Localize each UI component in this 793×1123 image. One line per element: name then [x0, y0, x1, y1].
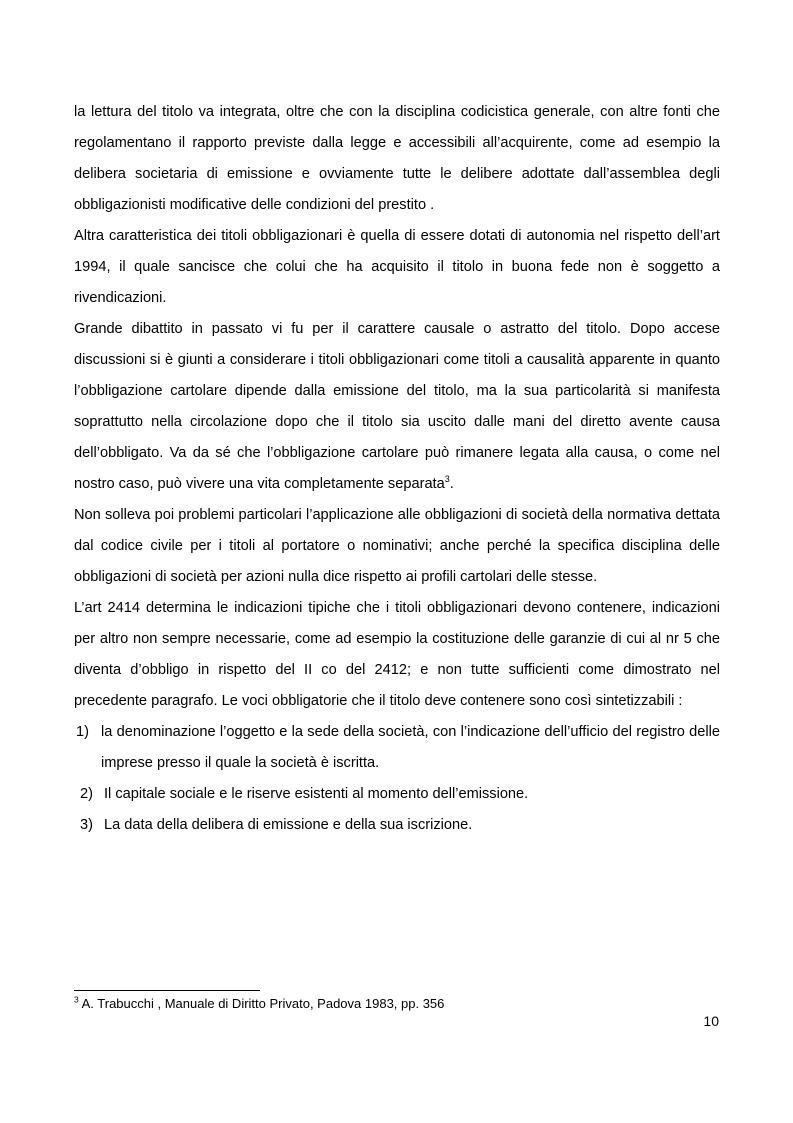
list-item-number: 3) — [80, 817, 93, 833]
footnote — [74, 996, 720, 1012]
page-body — [74, 97, 720, 841]
footnote-divider — [74, 990, 260, 991]
footnote-text: A. Trabucchi , Manuale di Diritto Privato, Padova 1983, pp. 356 — [78, 996, 445, 1011]
paragraph-4: Non solleva poi problemi particolari l’applicazione alle obbligazioni di società della normativa dettata dal codice civile per i titoli al portatore o nominativi; anche perché la specifica disciplina delle obbligazioni di società per azioni nulla dice rispetto ai profili cartolari delle stesse. — [74, 507, 720, 585]
footnote-reference: 3 — [444, 474, 450, 485]
page-number: 10 — [703, 1013, 719, 1029]
list-item — [74, 717, 720, 779]
requirements-list — [74, 717, 720, 841]
paragraph-3 — [74, 314, 720, 500]
list-item-text: la denominazione l’oggetto e la sede della società, con l’indicazione dell’ufficio del registro delle imprese presso il quale la società è iscritta. — [101, 724, 720, 771]
paragraph-2: Altra caratteristica dei titoli obbligazionari è quella di essere dotati di autonomia nel rispetto dell’art 1994, il quale sancisce che colui che ha acquisito il titolo in buona fede non è soggetto a rivendicazioni. — [74, 228, 720, 306]
list-item-text: La data della delibera di emissione e della sua iscrizione. — [104, 817, 473, 833]
list-item — [74, 779, 720, 810]
paragraph-5: L’art 2414 determina le indicazioni tipiche che i titoli obbligazionari devono contenere, indicazioni per altro non sempre necessarie, come ad esempio la costituzione delle garanzie di cui al nr 5 che diventa d’obbligo in rispetto del II co del 2412; e non tutte sufficienti come dimostrato nel precedente paragrafo. Le voci obbligatorie che il titolo deve contenere sono così sintetizzabili : — [74, 600, 720, 709]
paragraph-1: la lettura del titolo va integrata, oltre che con la disciplina codicistica generale, con altre fonti che regolamentano il rapporto previste dalla legge e accessibili all’acquirente, come ad esempio la delibera societaria di emissione e ovviamente tutte le delibere adottate dall’assemblea degli obbligazionisti modificative delle condizioni del prestito . — [74, 104, 720, 213]
list-item — [74, 810, 720, 841]
list-item-text: Il capitale sociale e le riserve esistenti al momento dell’emissione. — [104, 786, 529, 802]
list-item-number: 2) — [80, 786, 93, 802]
paragraph-3-end: . — [449, 476, 454, 492]
list-item-number: 1) — [76, 724, 89, 740]
footnote-mark: 3 — [74, 994, 79, 1005]
paragraph-3-text: Grande dibattito in passato vi fu per il carattere causale o astratto del titolo. Dopo accese discussioni si è giunti a considerare i titoli obbligazionari come titoli a causalità apparente in quanto l’obbligazione cartolare dipende dalla emissione del titolo, ma la sua particolarità si manifesta soprattutto nella circolazione dopo che il titolo sia uscito dalle mani del diretto avente causa dell’obbligato. Va da sé che l’obbligazione cartolare può rimanere legata alla causa, o come nel nostro caso, può vivere una vita completamente separata — [74, 321, 720, 492]
